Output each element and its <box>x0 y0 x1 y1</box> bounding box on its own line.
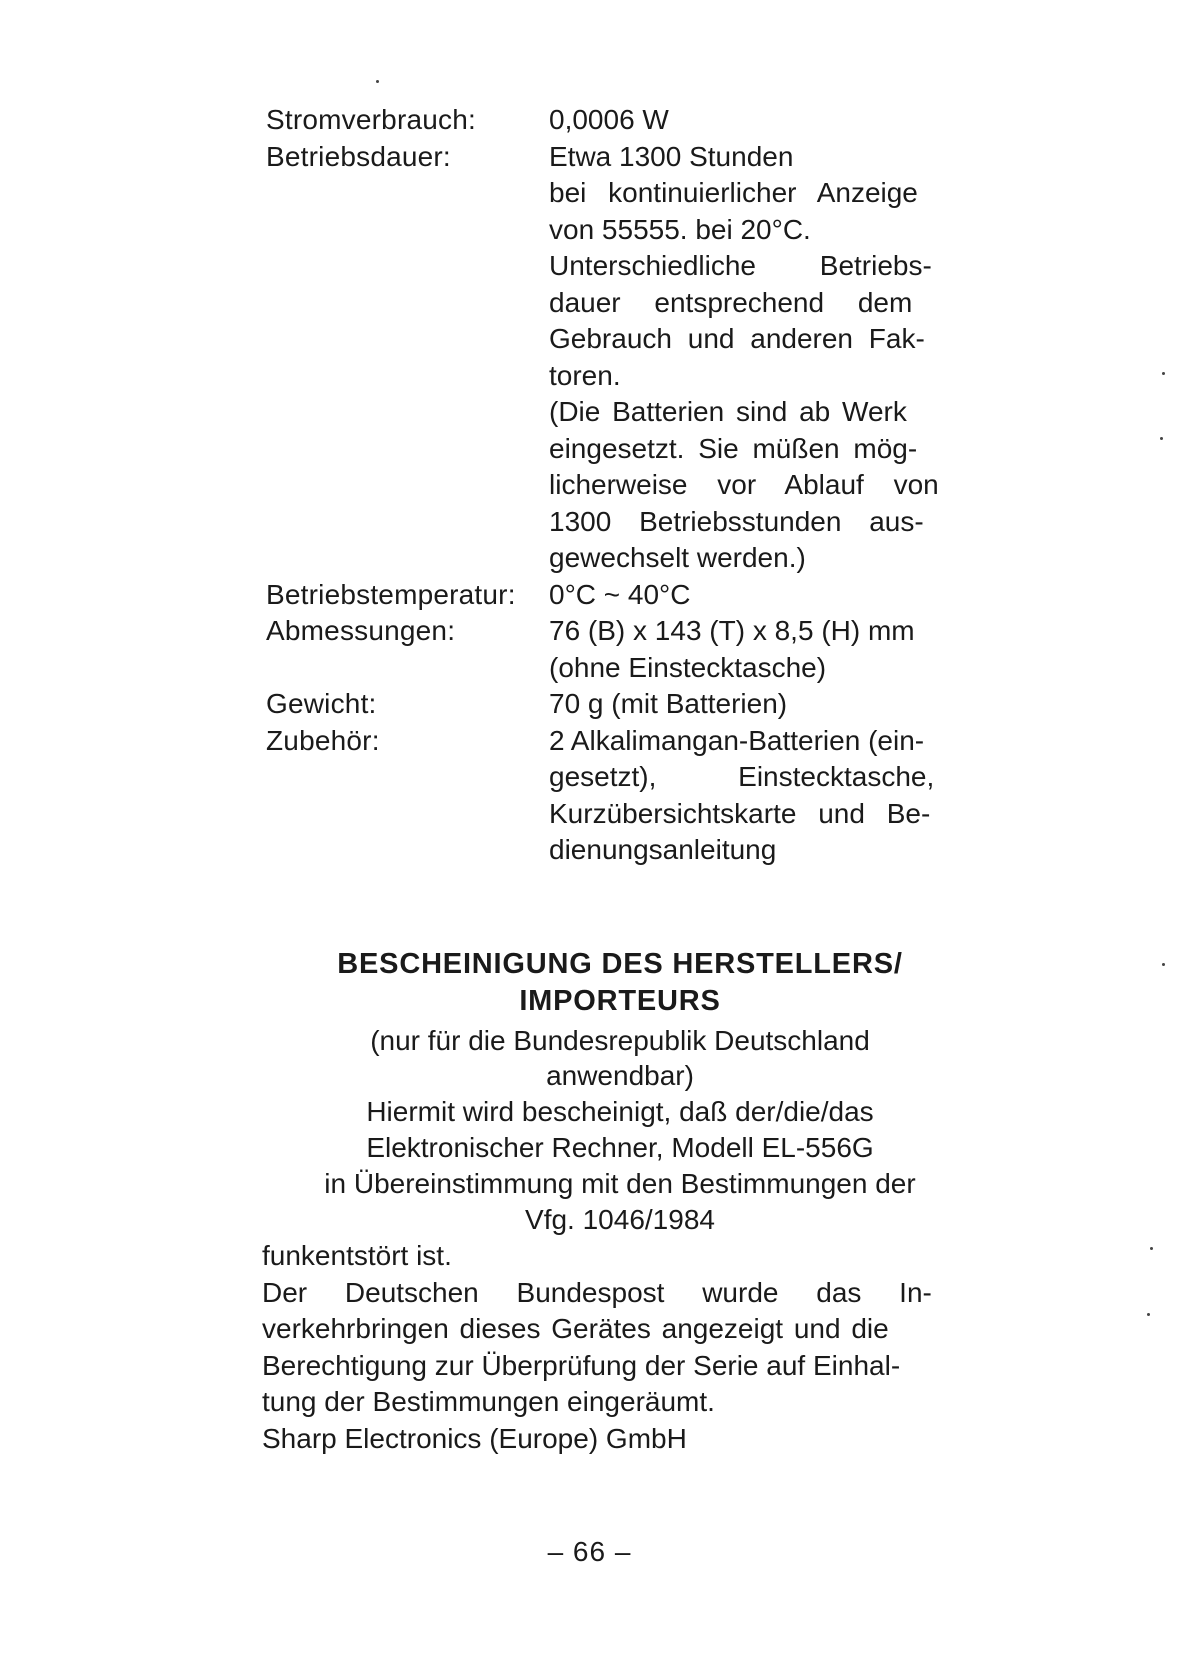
spec-value-line: 2 Alkalimangan-Batterien (ein- <box>549 724 925 756</box>
spec-value-line: 76 (B) x 143 (T) x 8,5 (H) mm <box>549 615 915 646</box>
spec-row-weight <box>266 686 986 723</box>
certificate-title-cont: IMPORTEURS <box>519 985 721 1017</box>
spec-value <box>549 613 986 686</box>
spec-value <box>549 686 986 723</box>
spec-label: Betriebsdauer: <box>266 140 451 172</box>
scan-speck <box>1160 437 1163 440</box>
spec-value <box>549 723 986 869</box>
spec-value-line: Kurzübersichtskarte und Be- <box>549 797 931 829</box>
certificate-conformity: in Übereinstimmung mit den Bestimmungen der <box>324 1168 916 1199</box>
spec-value-line: dauer entsprechend dem <box>549 286 913 318</box>
spec-value-line: (Die Batterien sind ab Werk <box>549 396 907 427</box>
certificate-statement: Hiermit wird bescheinigt, daß der/die/das <box>366 1096 874 1127</box>
spec-value <box>549 139 986 577</box>
paragraph-line: Berechtigung zur Überprüfung der Serie auf Einhal- <box>262 1349 901 1381</box>
spec-label: Gewicht: <box>266 688 377 719</box>
spec-value-line: Gebrauch und anderen Fak- <box>549 323 925 354</box>
paragraph-line: funkentstört ist. <box>262 1240 452 1271</box>
spec-label: Betriebstemperatur: <box>266 578 516 610</box>
spec-value-line: (ohne Einstecktasche) <box>549 651 827 683</box>
spec-value-line: 0°C ~ 40°C <box>549 578 691 610</box>
spec-value-line: licherweise vor Ablauf von <box>549 469 939 500</box>
spec-value-line: gesetzt), Einstecktasche, <box>549 761 935 792</box>
spec-label: Abmessungen: <box>266 615 456 646</box>
spec-value-line: bei kontinuierlicher Anzeige <box>549 177 918 208</box>
spec-value-line: Etwa 1300 Stunden <box>549 140 794 172</box>
certificate-model: Elektronischer Rechner, Modell EL-556G <box>366 1132 874 1163</box>
certificate-scope: (nur für die Bundesrepublik Deutschland <box>370 1025 870 1056</box>
spec-row-dimensions <box>266 613 986 686</box>
spec-row-accessories <box>266 723 986 869</box>
scan-speck <box>1162 372 1165 375</box>
spec-label: Stromverbrauch: <box>266 104 476 135</box>
spec-value-line: 70 g (mit Batterien) <box>549 688 788 719</box>
scan-speck <box>1147 1313 1150 1316</box>
spec-value <box>549 577 986 614</box>
certificate-scope-cont: anwendbar) <box>546 1060 694 1091</box>
scan-speck <box>1150 1247 1153 1250</box>
spec-row-power <box>266 102 986 139</box>
spec-row-operating-time <box>266 139 986 577</box>
spec-value-line: toren. <box>549 359 621 391</box>
spec-label: Zubehör: <box>266 724 380 756</box>
certificate-regulation: Vfg. 1046/1984 <box>525 1204 715 1235</box>
certificate-paragraph <box>262 1238 972 1457</box>
specifications-table <box>266 102 986 869</box>
spec-value-line: Unterschiedliche Betriebs- <box>549 250 932 281</box>
certificate-title: BESCHEINIGUNG DES HERSTELLERS/ <box>337 948 903 980</box>
scan-speck <box>376 80 379 83</box>
company-name: Sharp Electronics (Europe) GmbH <box>262 1422 687 1454</box>
spec-value-line: dienungsanleitung <box>549 834 777 865</box>
scan-speck <box>1162 963 1165 966</box>
paragraph-line: tung der Bestimmungen eingeräumt. <box>262 1386 715 1417</box>
paragraph-line: verkehrbringen dieses Gerätes angezeigt und die <box>262 1313 889 1344</box>
spec-row-temperature <box>266 577 986 614</box>
spec-value-line: eingesetzt. Sie müßen mög- <box>549 432 918 464</box>
spec-value <box>549 102 986 139</box>
spec-value-line: von 55555. bei 20°C. <box>549 213 811 245</box>
paragraph-line: Der Deutschen Bundespost wurde das In- <box>262 1276 932 1308</box>
spec-value-line: gewechselt werden.) <box>549 542 806 573</box>
spec-value-line: 1300 Betriebsstunden aus- <box>549 505 924 537</box>
spec-value-line: 0,0006 W <box>549 104 669 135</box>
page-number: – 66 – <box>547 1536 632 1567</box>
